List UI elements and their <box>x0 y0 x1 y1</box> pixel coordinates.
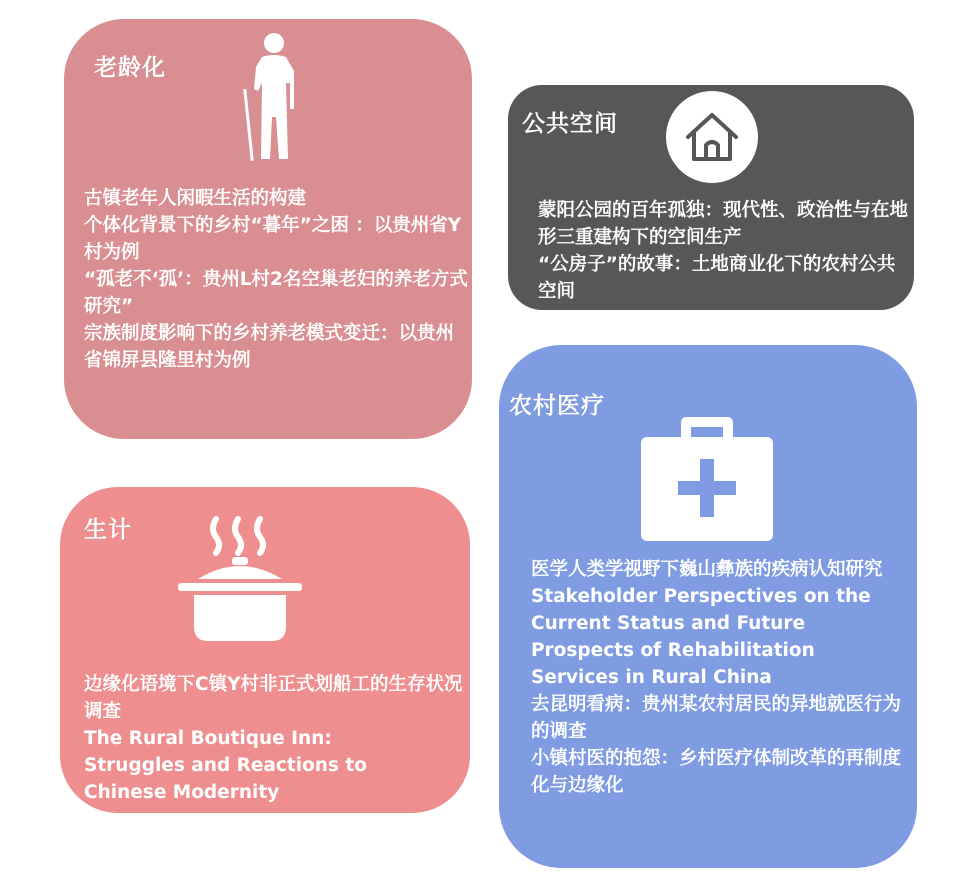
livelihood-entries <box>84 671 468 806</box>
public-space-entries <box>538 197 908 305</box>
aging-entry-3: “孤老不‘孤’：贵州L村2名空巢老妇的养老方式研究” <box>84 269 468 317</box>
aging-title: 老龄化 <box>94 55 166 81</box>
house-icon <box>664 89 760 185</box>
public-space-card <box>508 85 914 310</box>
aging-entry-4: 宗族制度影响下的乡村养老模式变迁：以贵州省锦屏县隆里村为例 <box>84 323 455 371</box>
public-space-entry-2: “公房子”的故事：土地商业化下的农村公共空间 <box>538 254 896 302</box>
public-space-title: 公共空间 <box>522 111 618 137</box>
aging-card <box>64 19 472 439</box>
rural-health-card <box>499 345 917 868</box>
livelihood-title: 生计 <box>84 517 132 543</box>
steaming-pot-icon <box>176 515 306 647</box>
rural-health-entries <box>531 556 915 799</box>
rural-health-entry-3: 去昆明看病：贵州某农村居民的异地就医行为的调查 <box>531 694 902 742</box>
aging-entry-2: 个体化背景下的乡村“暮年”之困 ：以贵州省Y村为例 <box>84 215 462 263</box>
livelihood-card <box>60 487 470 813</box>
rural-health-entry-4: 小镇村医的抱怨：乡村医疗体制改革的再制度化与边缘化 <box>531 748 902 796</box>
livelihood-entry-2: The Rural Boutique Inn: Struggles and Reactions to Chinese Modernity <box>84 728 367 803</box>
rural-health-entry-2: Stakeholder Perspectives on the Current Status and Future Prospects of Rehabilitation Services in Rural China <box>531 586 871 688</box>
medical-kit-icon <box>637 415 777 543</box>
livelihood-entry-1: 边缘化语境下C镇Y村非正式划船工的生存状况调查 <box>84 674 463 722</box>
aging-entry-1: 古镇老年人闲暇生活的构建 <box>84 188 307 209</box>
rural-health-title: 农村医疗 <box>509 393 605 419</box>
elderly-person-with-cane-icon <box>234 31 314 163</box>
rural-health-entry-1: 医学人类学视野下巍山彝族的疾病认知研究 <box>531 559 883 580</box>
public-space-entry-1: 蒙阳公园的百年孤独：现代性、政治性与在地形三重建构下的空间生产 <box>538 200 909 248</box>
aging-entries <box>84 185 468 374</box>
